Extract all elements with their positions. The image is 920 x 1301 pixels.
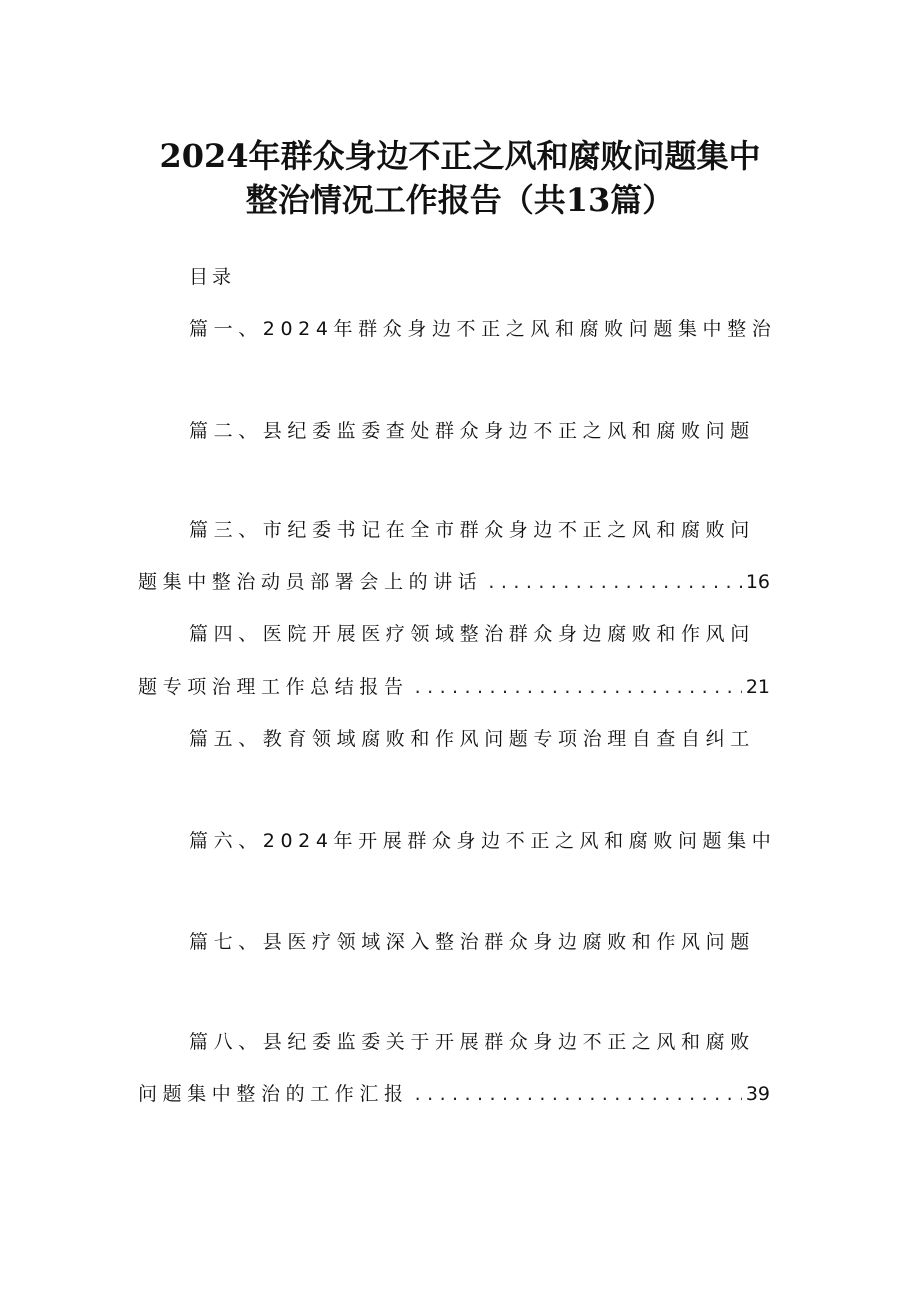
toc-heading: 目录	[189, 266, 236, 288]
toc-entry-1[interactable]: 篇一、2024年群众身边不正之风和腐败问题集中整治	[189, 318, 777, 340]
toc-entry-2[interactable]: 篇二、县纪委监委查处群众身边不正之风和腐败问题	[189, 420, 755, 442]
toc-entry-8-text: 问题集中整治的工作汇报	[138, 1083, 409, 1105]
dot-leader	[415, 672, 742, 702]
toc-entry-4-text: 题专项治理工作总结报告	[138, 676, 409, 698]
document-title-line-2: 整治情况工作报告（共13篇）	[245, 181, 675, 219]
toc-entry-7[interactable]: 篇七、县医疗领域深入整治群众身边腐败和作风问题	[189, 931, 755, 953]
toc-entry-3-text: 题集中整治动员部署会上的讲话	[138, 571, 483, 593]
toc-entry-8[interactable]: 篇八、县纪委监委关于开展群众身边不正之风和腐败	[189, 1031, 755, 1053]
toc-entry-3[interactable]: 篇三、市纪委书记在全市群众身边不正之风和腐败问	[189, 519, 755, 541]
toc-entry-8-page-number: 39	[745, 1083, 770, 1105]
document-title-line-1: 2024年群众身边不正之风和腐败问题集中	[159, 137, 761, 175]
toc-entry-3-continuation[interactable]	[138, 567, 770, 597]
toc-entry-4-continuation[interactable]	[138, 672, 770, 702]
toc-entry-6[interactable]: 篇六、2024年开展群众身边不正之风和腐败问题集中	[189, 830, 777, 852]
toc-entry-8-continuation[interactable]	[138, 1079, 770, 1109]
toc-entry-4-page-number: 21	[745, 676, 770, 698]
toc-entry-5[interactable]: 篇五、教育领域腐败和作风问题专项治理自查自纠工	[189, 728, 755, 750]
toc-entry-4[interactable]: 篇四、医院开展医疗领域整治群众身边腐败和作风问	[189, 623, 755, 645]
toc-entry-3-page-number: 16	[745, 571, 770, 593]
dot-leader	[488, 567, 741, 597]
dot-leader	[415, 1079, 742, 1109]
